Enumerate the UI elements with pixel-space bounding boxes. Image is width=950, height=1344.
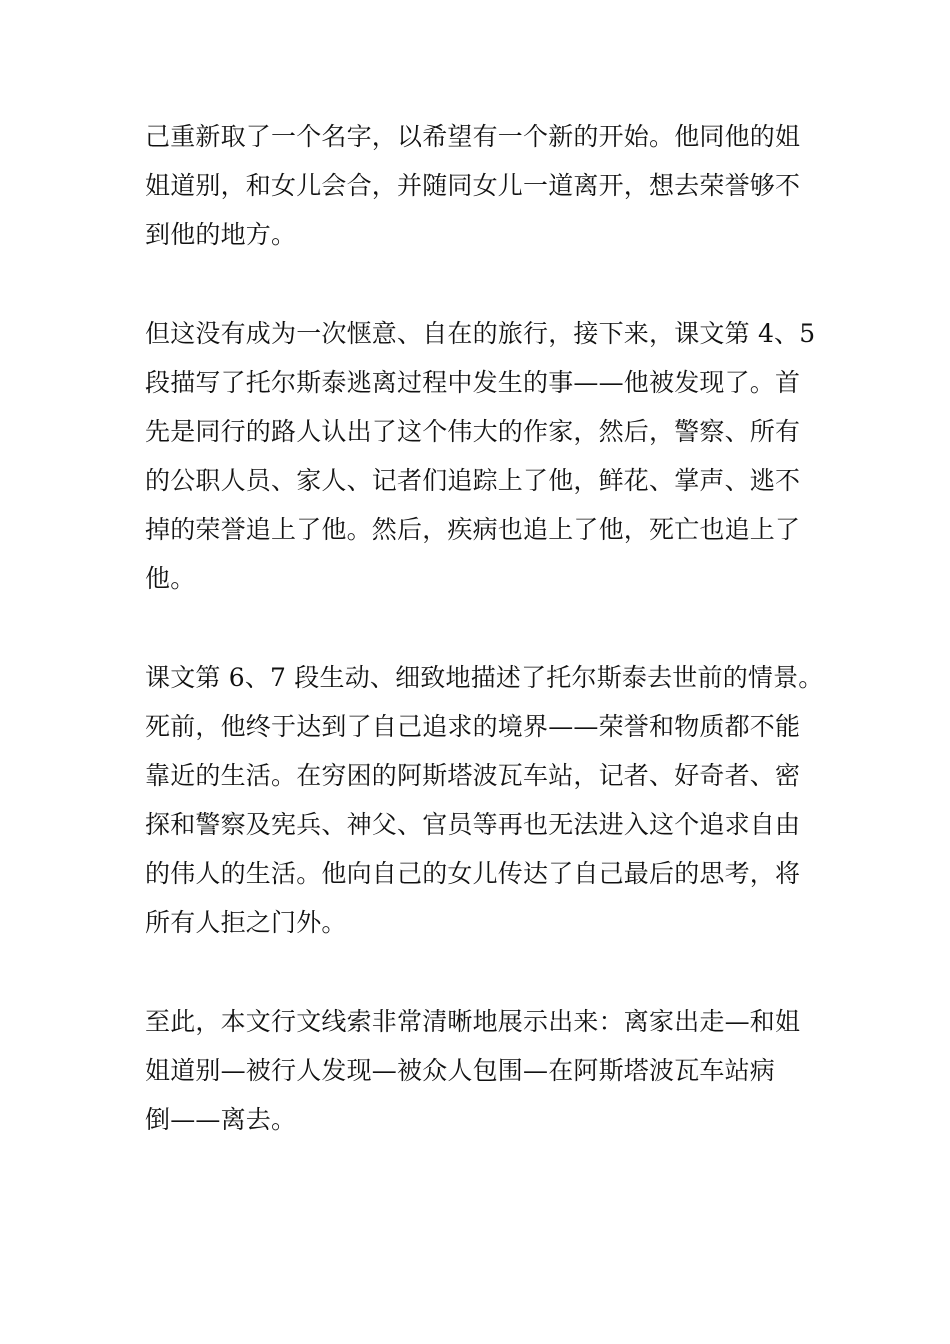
paragraph-line: 掉的荣誉追上了他。然后，疾病也追上了他，死亡也追上了 (145, 515, 801, 544)
paragraph-3 (145, 653, 824, 947)
paragraph-line: 死前，他终于达到了自己追求的境界——荣誉和物质都不能 (145, 712, 801, 741)
paragraph-line: 课文第 6、7 段生动、细致地描述了托尔斯泰去世前的情景。 (145, 663, 824, 692)
paragraph-line: 但这没有成为一次惬意、自在的旅行，接下来，课文第 4、5 (145, 319, 816, 348)
paragraph-line: 所有人拒之门外。 (145, 908, 347, 937)
document-body (145, 112, 824, 1194)
paragraph-line: 倒——离去。 (145, 1105, 297, 1134)
paragraph-line: 姐道别，和女儿会合，并随同女儿一道离开，想去荣誉够不 (145, 171, 801, 200)
paragraph-line: 探和警察及宪兵、神父、官员等再也无法进入这个追求自由 (145, 810, 801, 839)
paragraph-line: 己重新取了一个名字，以希望有一个新的开始。他同他的姐 (145, 122, 801, 151)
paragraph-line: 至此，本文行文线索非常清晰地展示出来：离家出走—和姐 (145, 1007, 801, 1036)
paragraph-line: 靠近的生活。在穷困的阿斯塔波瓦车站，记者、好奇者、密 (145, 761, 801, 790)
paragraph-line: 的公职人员、家人、记者们追踪上了他，鲜花、掌声、逃不 (145, 466, 801, 495)
paragraph-line: 段描写了托尔斯泰逃离过程中发生的事——他被发现了。首 (145, 368, 801, 397)
paragraph-2 (145, 309, 816, 603)
paragraph-1 (145, 112, 810, 259)
paragraph-line: 到他的地方。 (145, 220, 297, 249)
paragraph-line: 的伟人的生活。他向自己的女儿传达了自己最后的思考，将 (145, 859, 801, 888)
paragraph-line: 姐道别—被行人发现—被众人包围—在阿斯塔波瓦车站病 (145, 1056, 776, 1085)
paragraph-line: 他。 (145, 564, 196, 593)
paragraph-line: 先是同行的路人认出了这个伟大的作家，然后，警察、所有 (145, 417, 801, 446)
paragraph-4 (145, 997, 810, 1144)
